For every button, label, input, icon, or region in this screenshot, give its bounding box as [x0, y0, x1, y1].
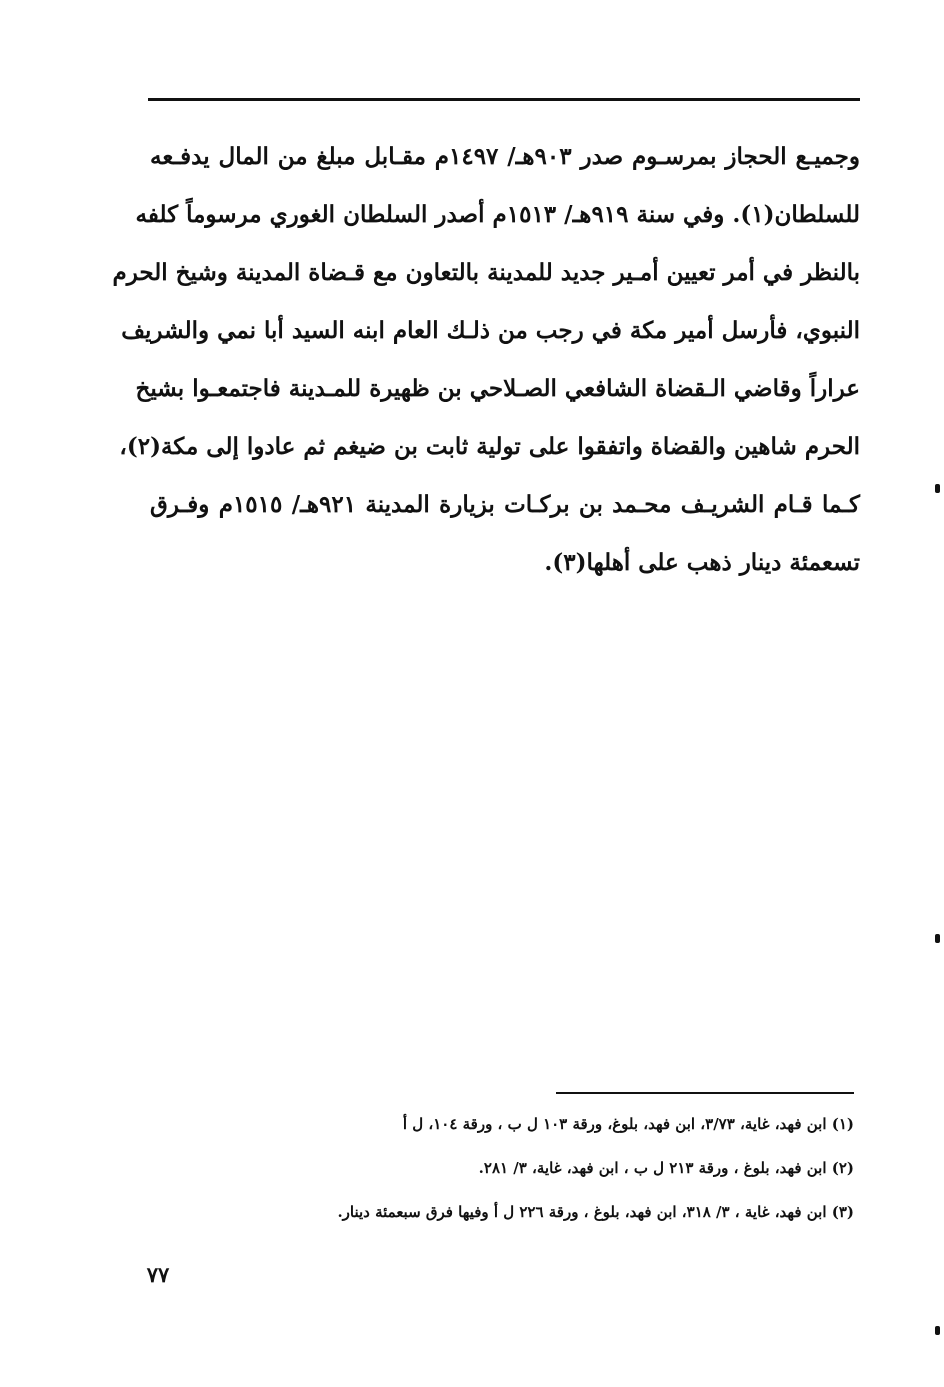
- text-line: وجميـع الحجاز بمرسـوم صدر ٩٠٣هـ/ ١٤٩٧م مقـابل مبلغ من المال يدفـعه: [150, 143, 860, 170]
- footnote-2: (٢) ابن فهد، بلوغ ، ورقة ٢١٣ ل ب ، ابن فهد، غاية، ٣/ ٢٨١.: [478, 1159, 854, 1177]
- header-rule: [148, 98, 860, 101]
- footnote-separator: [556, 1092, 854, 1094]
- text-line: تسعمئة دينار ذهب على أهلها(٣).: [544, 549, 860, 576]
- text-line: الحرم شاهين والقضاة واتفقوا على تولية ثابت بن ضيغم ثم عادوا إلى مكة(٢)،: [119, 433, 860, 460]
- main-text: [112, 128, 860, 592]
- scan-speck: [935, 934, 940, 943]
- text-line: النبوي، فأرسل أمير مكة في رجب من ذلـك العام ابنه السيد أبا نمي والشريف: [121, 317, 860, 344]
- scan-speck: [935, 1326, 940, 1335]
- footnote-3: (٣) ابن فهد، غاية ، ٣/ ٣١٨، ابن فهد، بلوغ ، ورقة ٢٢٦ ل أ وفيها فرق سبعمئة دينار.: [337, 1203, 854, 1221]
- footnotes: [230, 1104, 854, 1236]
- footnote-1: (١) ابن فهد، غاية، ٣/٧٣، ابن فهد، بلوغ، ورقة ١٠٣ ل ب ، ورقة ١٠٤، ل أ: [402, 1115, 854, 1133]
- text-line: بالنظر في أمر تعيين أمـير جديد للمدينة بالتعاون مع قـضاة المدينة وشيخ الحرم: [112, 259, 860, 286]
- scan-speck: [935, 484, 940, 493]
- page-number: ٧٧: [146, 1262, 170, 1287]
- text-line: عراراً وقاضي الـقضاة الشافعي الصـلاحي بن ظهيرة للمـدينة فاجتمعـوا بشيخ: [135, 375, 860, 402]
- text-line: كـما قـام الشريـف محـمد بن بركـات بزيارة المدينة ٩٢١هـ/ ١٥١٥م وفـرق: [150, 491, 860, 518]
- text-line: للسلطان(١). وفي سنة ٩١٩هـ/ ١٥١٣م أصدر السلطان الغوري مرسوماً كلفه: [135, 201, 860, 228]
